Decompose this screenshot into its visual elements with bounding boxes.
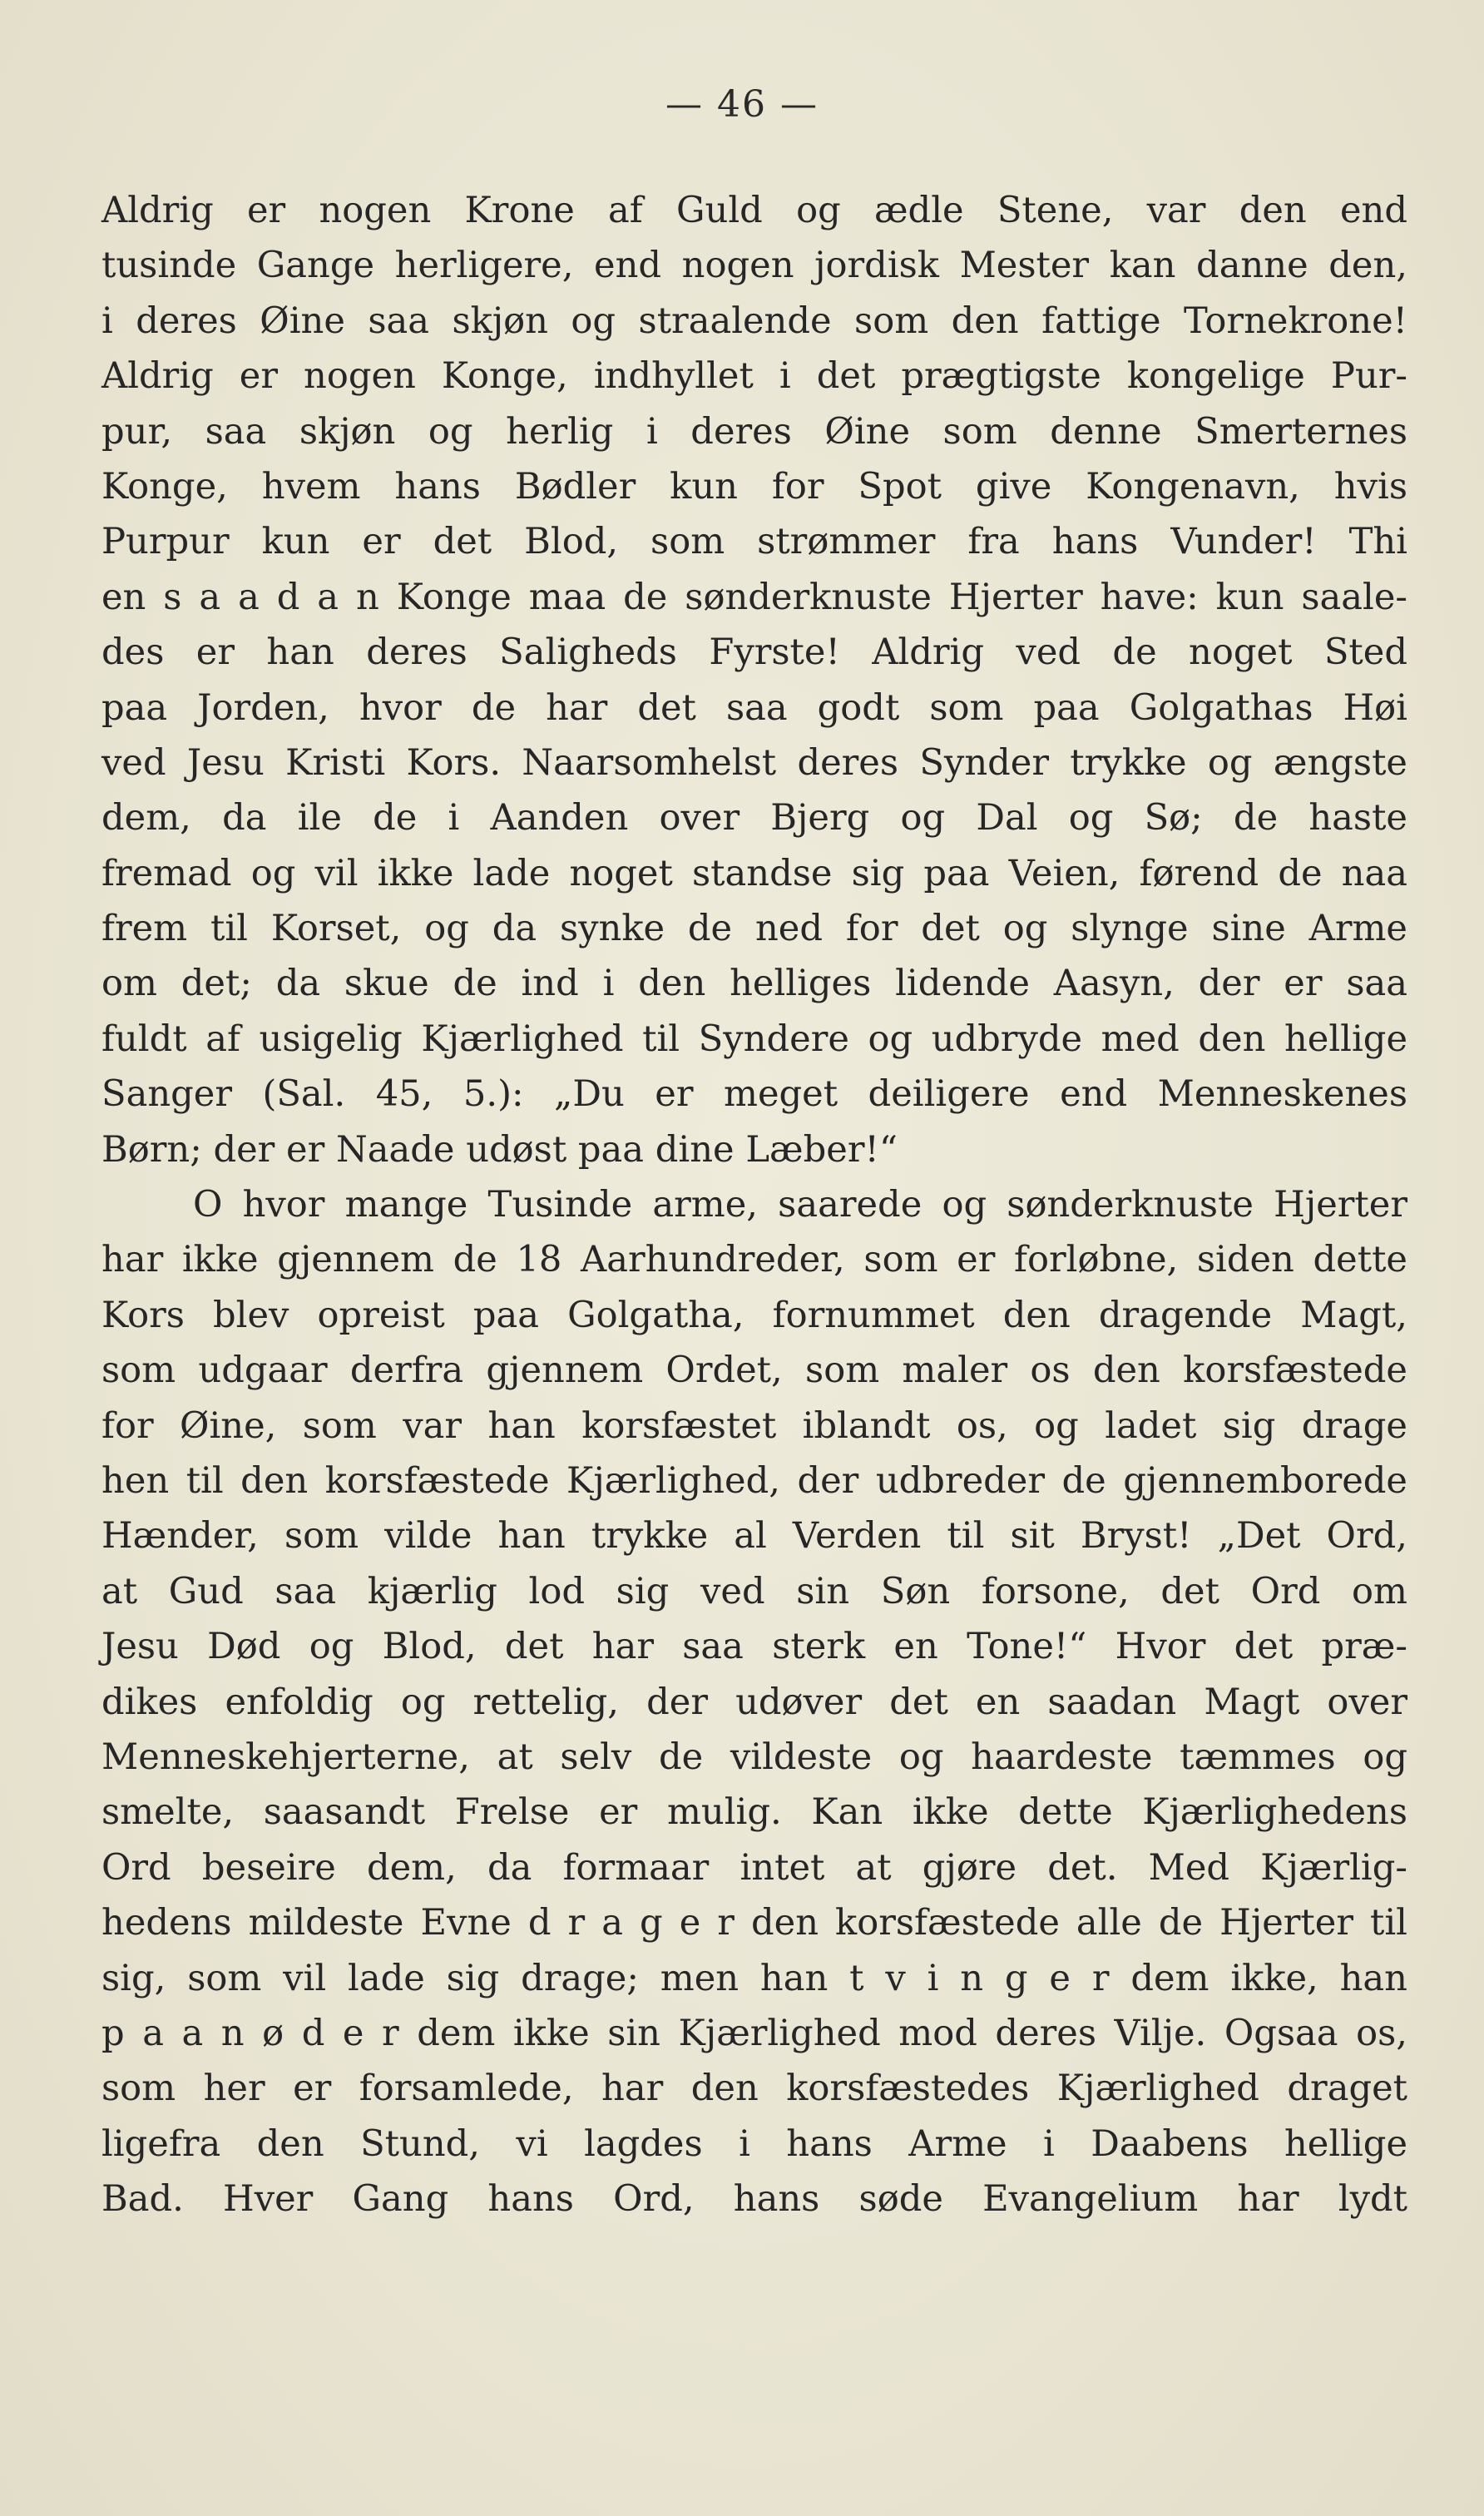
text-line: hedens mildeste Evne d r a g e r den korsfæstede alle de Hjerter til xyxy=(101,1902,1407,1944)
text-line: Ord beseire dem, da formaar intet at gjøre det. Med Kjærlig- xyxy=(101,1846,1407,1889)
text-line: Børn; der er Naade udøst paa dine Læber!“ xyxy=(101,1128,898,1171)
text-line: Aldrig er nogen Krone af Guld og ædle Stene, var den end xyxy=(101,190,1407,231)
text-line: Konge, hvem hans Bødler kun for Spot give Kongenavn, hvis xyxy=(101,465,1407,508)
text-line: O hvor mange Tusinde arme, saarede og sønderknuste Hjerter xyxy=(193,1184,1407,1226)
text-line: Sanger (Sal. 45, 5.): „Du er meget deiligere end Menneskenes xyxy=(101,1073,1407,1116)
text-line: dem, da ile de i Aanden over Bjerg og Dal og Sø; de haste xyxy=(101,797,1407,839)
text-line: tusinde Gange herligere, end nogen jordisk Mester kan danne den, xyxy=(101,245,1407,287)
text-line: har ikke gjennem de 18 Aarhundreder, som er forløbne, siden dette xyxy=(101,1239,1407,1281)
text-line: Menneskehjerterne, at selv de vildeste og haardeste tæmmes og xyxy=(101,1736,1407,1778)
text-line: i deres Øine saa skjøn og straalende som den fattige Tornekrone! xyxy=(101,300,1407,342)
text-line: Purpur kun er det Blod, som strømmer fra hans Vunder! Thi xyxy=(101,521,1407,563)
text-line: Bad. Hver Gang hans Ord, hans søde Evangelium har lydt xyxy=(101,2178,1407,2221)
text-line: som udgaar derfra gjennem Ordet, som maler os den korsfæstede xyxy=(101,1350,1407,1392)
text-line: som her er forsamlede, har den korsfæstedes Kjærlighed draget xyxy=(101,2068,1407,2110)
text-line: en s a a d a n Konge maa de sønderknuste Hjerter have: kun saale- xyxy=(101,576,1407,618)
text-line: des er han deres Saligheds Fyrste! Aldrig ved de noget Sted xyxy=(101,631,1407,674)
text-line: Aldrig er nogen Konge, indhyllet i det prægtigste kongelige Pur- xyxy=(101,355,1407,398)
text-line: frem til Korset, og da synke de ned for det og slynge sine Arme xyxy=(101,908,1407,950)
text-line: pur, saa skjøn og herlig i deres Øine som denne Smerternes xyxy=(101,410,1407,453)
text-line: hen til den korsfæstede Kjærlighed, der udbreder de gjennemborede xyxy=(101,1459,1407,1502)
text-line: Hænder, som vilde han trykke al Verden til sit Bryst! „Det Ord, xyxy=(101,1515,1407,1558)
text-line: ved Jesu Kristi Kors. Naarsomhelst deres Synder trykke og ængste xyxy=(101,741,1407,784)
body-text xyxy=(101,183,1407,2226)
text-line: fuldt af usigelig Kjærlighed til Syndere og udbryde med den hellige xyxy=(101,1018,1407,1060)
text-line: for Øine, som var han korsfæstet iblandt os, og ladet sig drage xyxy=(101,1404,1407,1447)
text-line: Jesu Død og Blod, det har saa sterk en Tone!“ Hvor det præ- xyxy=(101,1626,1407,1668)
text-line: sig, som vil lade sig drage; men han t v i n g e r dem ikke, han xyxy=(101,1957,1407,1999)
page-number: — 46 — xyxy=(665,83,819,126)
text-line: paa Jorden, hvor de har det saa godt som paa Golgathas Høi xyxy=(101,686,1407,729)
text-line: fremad og vil ikke lade noget standse sig paa Veien, førend de naa xyxy=(101,852,1407,894)
text-line: p a a n ø d e r dem ikke sin Kjærlighed mod deres Vilje. Ogsaa os, xyxy=(101,2012,1407,2054)
text-line: smelte, saasandt Frelse er mulig. Kan ikke dette Kjærlighedens xyxy=(101,1791,1407,1834)
paragraph-1 xyxy=(101,183,1407,1177)
text-line: om det; da skue de ind i den helliges lidende Aasyn, der er saa xyxy=(101,963,1407,1005)
text-line: ligefra den Stund, vi lagdes i hans Arme i Daabens hellige xyxy=(101,2122,1407,2165)
paragraph-2 xyxy=(101,1177,1407,2226)
text-line: dikes enfoldig og rettelig, der udøver det en saadan Magt over xyxy=(101,1681,1407,1723)
text-line: Kors blev opreist paa Golgatha, fornummet den dragende Magt, xyxy=(101,1294,1407,1336)
text-line: at Gud saa kjærlig lod sig ved sin Søn forsone, det Ord om xyxy=(101,1570,1407,1612)
